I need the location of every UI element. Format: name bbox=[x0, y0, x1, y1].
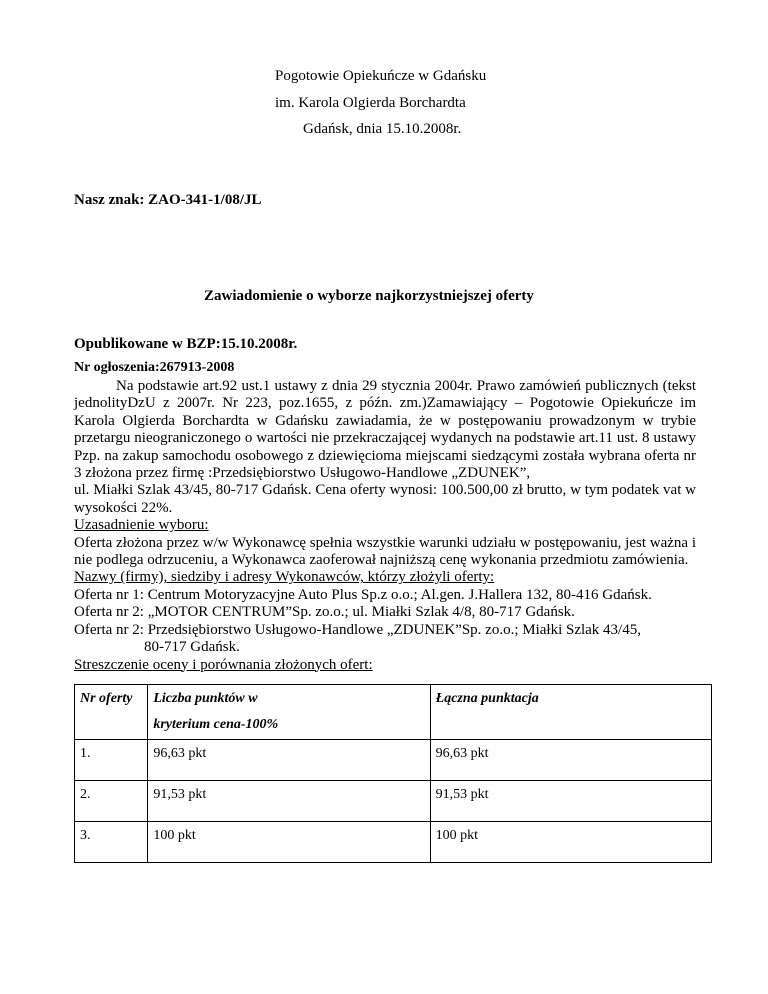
table-row bbox=[75, 822, 712, 863]
cell-total: 100 pkt bbox=[430, 822, 711, 863]
offer-item: Oferta nr 2: „MOTOR CENTRUM”Sp. zo.o.; ul. Miałki Szlak 4/8, 80-717 Gdańsk. bbox=[74, 604, 575, 621]
justification-heading: Uzasadnienie wyboru: bbox=[74, 517, 209, 534]
summary-heading: Streszczenie oceny i porównania złożonych ofert: bbox=[74, 656, 373, 673]
table-header-row bbox=[75, 685, 712, 740]
scores-table bbox=[74, 684, 712, 863]
header-price-points bbox=[148, 685, 430, 740]
cell-offer-number: 3. bbox=[75, 822, 148, 863]
publication-date: Opublikowane w BZP:15.10.2008r. bbox=[74, 336, 298, 352]
cell-total: 91,53 pkt bbox=[430, 781, 711, 822]
document-title: Zawiadomienie o wyborze najkorzystniejszej oferty bbox=[204, 288, 534, 304]
offer-item-continued: 80-717 Gdańsk. bbox=[144, 639, 240, 656]
place-date: Gdańsk, dnia 15.10.2008r. bbox=[303, 121, 462, 137]
institution-patron: im. Karola Olgierda Borchardta bbox=[275, 95, 466, 111]
table-row bbox=[75, 740, 712, 781]
header-total-score: Łączna punktacja bbox=[430, 685, 711, 740]
cell-offer-number: 1. bbox=[75, 740, 148, 781]
cell-points: 96,63 pkt bbox=[148, 740, 430, 781]
decision-paragraph: Na podstawie art.92 ust.1 ustawy z dnia 29 stycznia 2004r. Prawo zamówień publicznych (tekst jednolityDzU z 2007r. Nr 223, poz.1655, z późn. zm.)Zamawiający – Pogotowie Opiekuńcze im Karola Olgierda Borchardta w Gdańsku zawiadamia, że w postępowaniu prowadzonym w trybie przetargu nieograniczonego o wartości nie przekraczającej wydanych na podstawie art.11 ust. 8 ustawy Pzp. na zakup samochodu osobowego z dziewięcioma miejscami siedzącymi została wybrana oferta nr 3 złożona przez firmę :Przedsiębiorstwo Usługowo-Handlowe „ZDUNEK”, bbox=[74, 378, 696, 482]
offer-item: Oferta nr 1: Centrum Motoryzacyjne Auto Plus Sp.z o.o.; Al.gen. J.Hallera 132, 80-416 Gdańsk. bbox=[74, 586, 652, 603]
cell-points: 91,53 pkt bbox=[148, 781, 430, 822]
institution-name: Pogotowie Opiekuńcze w Gdańsku bbox=[275, 68, 487, 84]
table-row bbox=[75, 781, 712, 822]
cell-offer-number: 2. bbox=[75, 781, 148, 822]
header-price-points-line1: Liczba punktów w bbox=[153, 691, 258, 706]
cell-points: 100 pkt bbox=[148, 822, 430, 863]
decision-paragraph-continued: ul. Miałki Szlak 43/45, 80-717 Gdańsk. Cena oferty wynosi: 100.500,00 zł brutto, w tym podatek vat w wysokości 22%. bbox=[74, 482, 696, 516]
bidders-heading: Nazwy (firmy), siedziby i adresy Wykonawców, którzy złożyli oferty: bbox=[74, 569, 495, 586]
header-price-points-line2: kryterium cena-100% bbox=[153, 717, 279, 732]
reference-number: Nasz znak: ZAO-341-1/08/JL bbox=[74, 192, 262, 208]
cell-total: 96,63 pkt bbox=[430, 740, 711, 781]
header-offer-number: Nr oferty bbox=[75, 685, 148, 740]
document-body bbox=[74, 378, 696, 674]
justification-text: Oferta złożona przez w/w Wykonawcę spełnia wszystkie warunki udziału w postępowaniu, jest ważna i nie podlega odrzuceniu, a Wykonawca zaoferował najniższą cenę wykonania przedmiotu zamówienia. bbox=[74, 534, 696, 569]
offer-item: Oferta nr 2: Przedsiębiorstwo Usługowo-Handlowe „ZDUNEK”Sp. zo.o.; Miałki Szlak 43/45, bbox=[74, 621, 641, 638]
notice-number: Nr ogłoszenia:267913-2008 bbox=[74, 360, 235, 375]
